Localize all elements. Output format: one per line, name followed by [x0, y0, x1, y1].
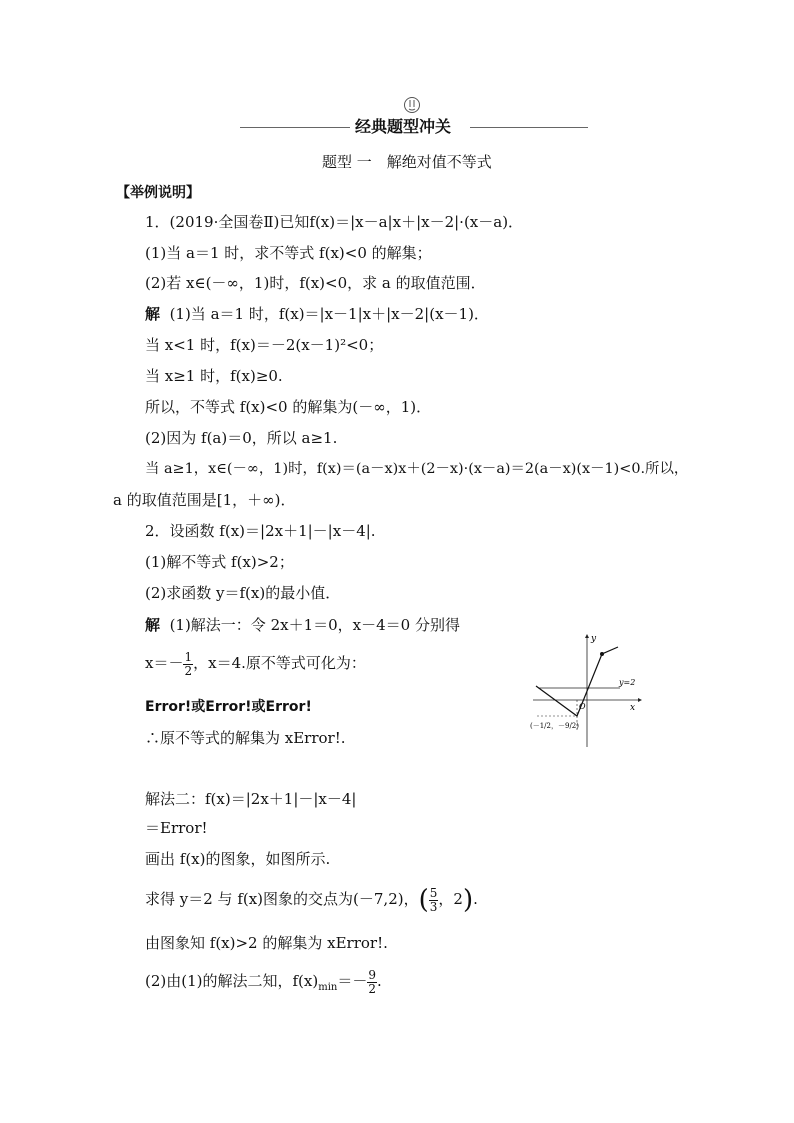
- solution-1-line3: 当 x≥1 时，f(x)≥0.: [145, 367, 283, 385]
- solution-1-line1: (1)当 a＝1 时，f(x)＝|x－1|x＋|x－2|(x－1)．: [169, 305, 489, 323]
- solution-1-line6: 当 a≥1，x∈(－∞，1)时，f(x)＝(a－x)x＋(2－x)·(x－a)＝2(a－x)(x－1)<0.所以，: [145, 461, 689, 477]
- problem-1-func: f(x)＝|x－a|x＋|x－2|·(x－a)．: [309, 213, 524, 231]
- solution-2-line1: (1)解法一：令 2x＋1＝0，x－4＝0 分别得: [169, 616, 460, 634]
- method-2-intersection-y: ，2: [438, 890, 463, 908]
- problem-1-label: 1．(2019·全国卷Ⅱ)已知: [145, 213, 310, 231]
- header-emblem-icon: [403, 96, 421, 114]
- solution-1-line4: 所以，不等式 f(x)<0 的解集为(－∞，1)．: [145, 398, 432, 416]
- solution-2-x-eq: x＝－: [145, 654, 184, 672]
- solution-label: 解: [145, 616, 161, 634]
- solution-1-line7: a 的取值范围是[1，＋∞)．: [113, 491, 296, 509]
- fraction: $\frac{9}{2}$: [368, 967, 376, 996]
- problem-2-label: 2．设函数 f(x)＝|2x＋1|－|x－4|.: [145, 522, 376, 540]
- graph-origin-label: O: [579, 702, 586, 711]
- method-2-line2: ＝Error!: [145, 819, 208, 837]
- method-2-line5: 由图象知 f(x)>2 的解集为 xError!.: [145, 934, 388, 952]
- graph-line-label: y=2: [619, 678, 636, 687]
- problem-2-q1: (1)解不等式 f(x)>2；: [145, 553, 294, 571]
- problem-1-q1: (1)当 a＝1 时，求不等式 f(x)<0 的解集；: [145, 244, 432, 262]
- header-rule-right: [470, 127, 588, 128]
- header-title: 经典题型冲关: [355, 117, 452, 136]
- method-2-intersection: 求得 y＝2 与 f(x)图象的交点为(－7,2)，: [145, 890, 419, 908]
- graph-x-label: x: [630, 703, 636, 713]
- problem-2-q2: (2)求函数 y＝f(x)的最小值．: [145, 584, 341, 602]
- solution-1-line2: 当 x<1 时，f(x)＝－2(x－1)²<0；: [145, 336, 384, 354]
- method-2-line1: 解法二：f(x)＝|2x＋1|－|x－4|: [145, 790, 357, 808]
- solution-label: 解: [145, 305, 161, 323]
- function-graph: [528, 632, 648, 750]
- section-subtitle: 题型 一 解绝对值不等式: [322, 153, 492, 171]
- graph-point-label: (－1/2，－9/2): [530, 722, 579, 730]
- header-rule-left: [240, 127, 350, 128]
- fraction: $\frac{5}{3}$: [429, 885, 438, 914]
- solution-1-line5: (2)因为 f(a)＝0，所以 a≥1.: [145, 429, 338, 447]
- problem-1-q2: (2)若 x∈(－∞，1)时，f(x)<0，求 a 的取值范围．: [145, 274, 486, 292]
- solution-2-line4: ∴原不等式的解集为 xError!.: [145, 729, 346, 747]
- solution-2-line3: Error!或Error!或Error!: [145, 699, 312, 715]
- method-2-line3: 画出 f(x)的图象，如图所示.: [145, 850, 331, 868]
- fraction: $\frac{1}{2}$: [184, 649, 193, 678]
- graph-y-label: y: [591, 634, 597, 644]
- solution-2-part2: (2)由(1)的解法二知，f(x): [145, 972, 319, 990]
- section-tag: 【举例说明】: [116, 185, 200, 201]
- solution-2-line2: ，x＝4.原不等式可化为：: [193, 654, 366, 672]
